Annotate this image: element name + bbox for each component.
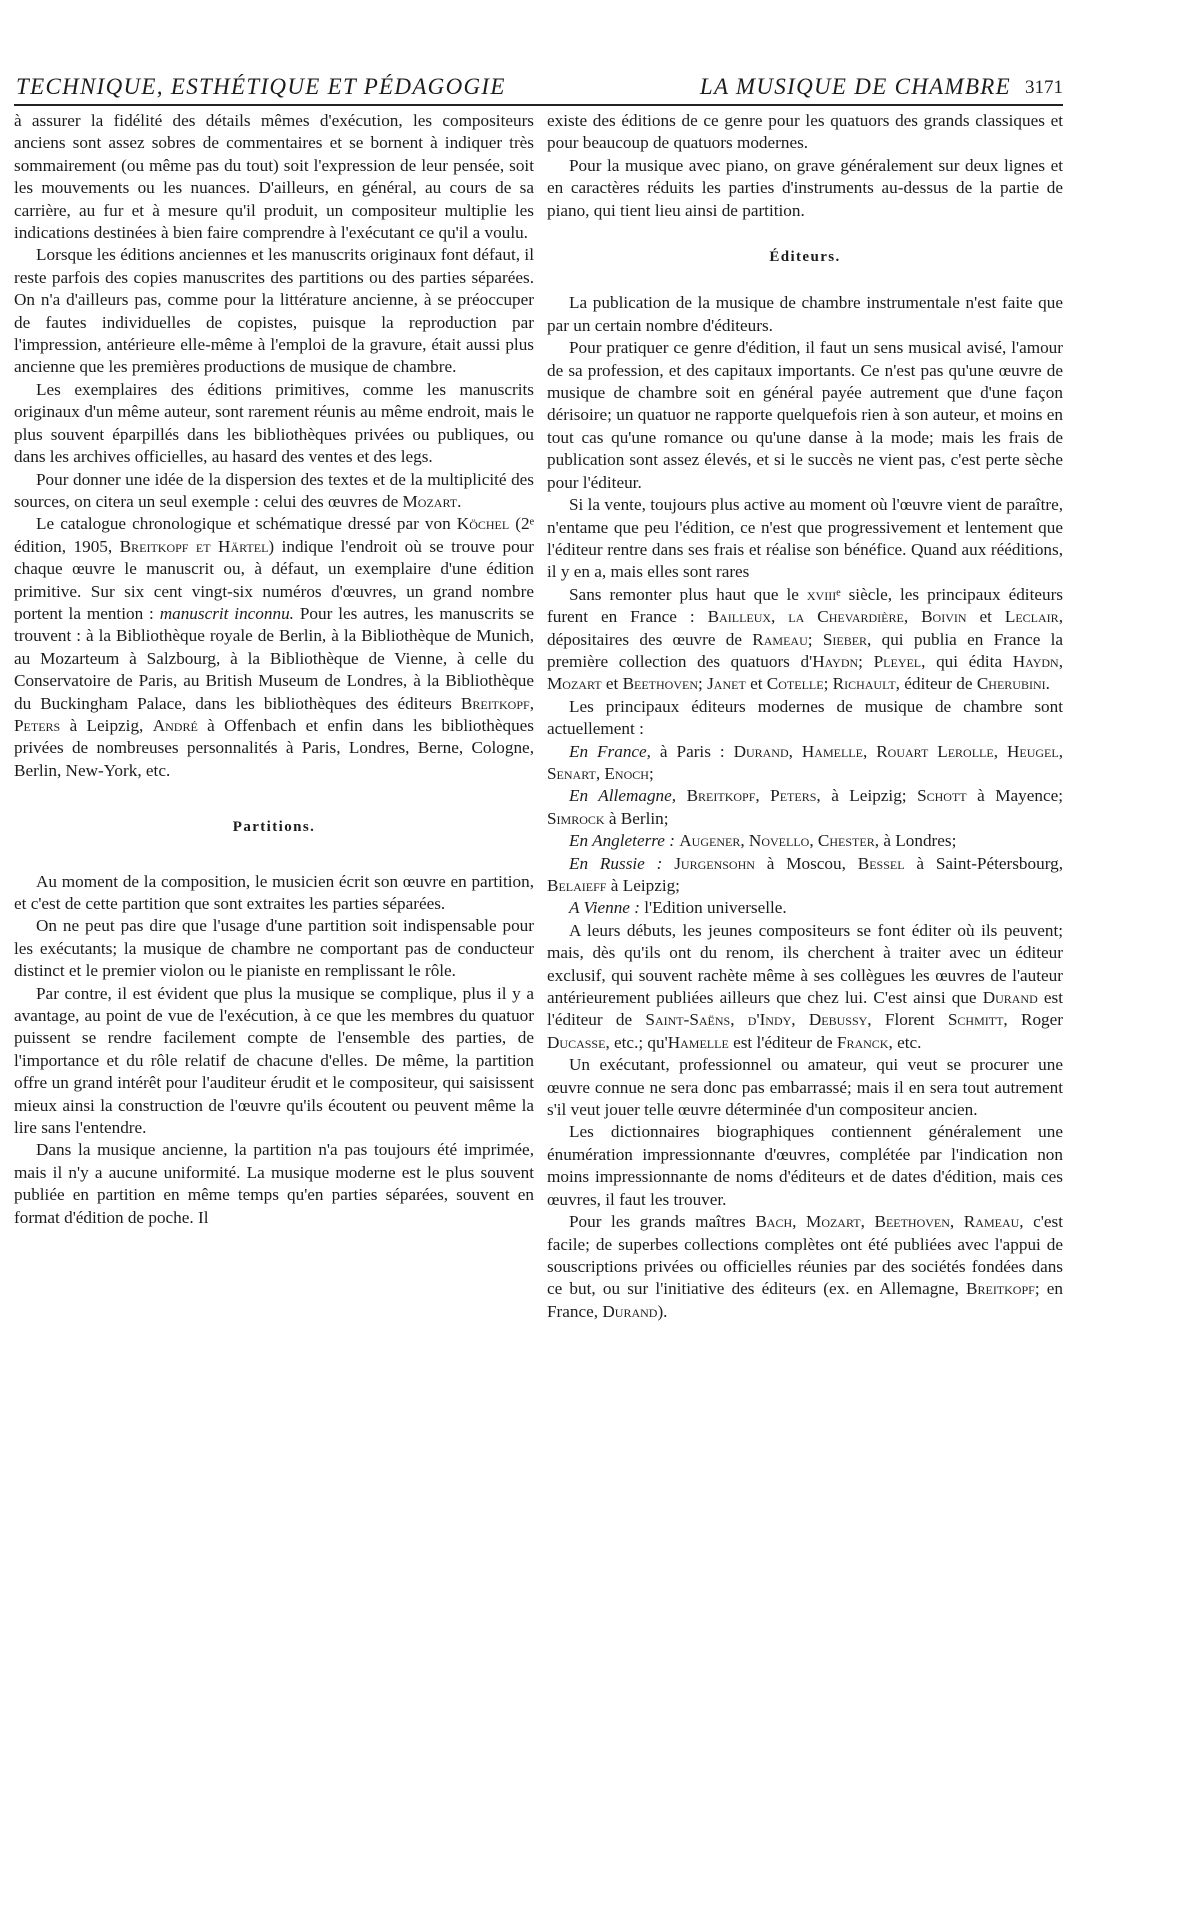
left-column <box>14 110 534 1900</box>
paragraph: Les principaux éditeurs modernes de musique de chambre sont actuellement : <box>547 696 1063 739</box>
paragraph: Par contre, il est évident que plus la musique se complique, plus il y a avantage, au point de vue de l'exécution, à ce que les membres du quatuor puissent se rendre facilement compte de l'ensemble des parties, de l'importance et du rôle relatif de chacune d'elles. De même, la partition offre un grand intérêt pour l'auditeur érudit et le compositeur, qui saisissent mieux ainsi la construction de l'œuvre qu'ils écoutent ou peuvent même la lire sans l'entendre. <box>14 983 534 1138</box>
paragraph: Pour pratiquer ce genre d'édition, il faut un sens musical avisé, l'amour de sa profession, et des capitaux importants. Ce n'est pas qu'une œuvre de musique de chambre soit en général payée autrement que d'une façon dérisoire; un quatuor ne rapporte quelquefois rien à son auteur, et moins en tout cas qu'une romance ou qu'une danse à la mode; mais les frais de publication sont assez élevés, et si le succès ne vient pas, c'est perte sèche pour l'éditeur. <box>547 338 1063 492</box>
paragraph: Le catalogue chronologique et schématique dressé par von Köchel (2ᵉ édition, 1905, Breitkopf et Härtel) indique l'endroit où se trouve pour chaque œuvre le manuscrit ou, à défaut, un exemplaire d'une édition primitive. Sur six cent vingt-six numéros d'œuvres, un grand nombre portent la mention : manuscrit inconnu. Pour les autres, les manuscrits se trouvent : à la Bibliothèque royale de Berlin, à la Bibliothèque de Munich, au Mozarteum à Salzbourg, à la Bibliothèque de Vienne, à celle du Conservatoire de Paris, au British Museum de Londres, à la Bibliothèque du Buckingham Palace, dans les bibliothèques des éditeurs Breitkopf, Peters à Leipzig, André à Offenbach et enfin dans les bibliothèques privées de nombreuses personnalités à Paris, Londres, Berne, Cologne, Berlin, New-York, etc. <box>14 514 534 780</box>
paragraph: Pour donner une idée de la dispersion des textes et de la multiplicité des sources, on citera un seul exemple : celui des œuvres de Mozart. <box>14 469 534 511</box>
paragraph: Un exécutant, professionnel ou amateur, qui veut se procurer une œuvre connue ne sera donc pas embarrassé; mais il en sera tout autrement s'il veut jouer telle œuvre déterminée d'un compositeur ancien. <box>547 1055 1063 1120</box>
paragraph: à assurer la fidélité des détails mêmes d'exécution, les compositeurs anciens sont assez sobres de commentaires et se bornent à indiquer très sommairement (ou même pas du tout) soit l'expression de leur pensée, soit les mouvements ou les nuances. D'ailleurs, en général, au cours de sa carrière, au fur et à mesure qu'il produit, un compositeur multiplie les indications destinées à bien faire comprendre à l'exécutant ce qu'il a voulu. <box>14 111 534 243</box>
text-columns <box>14 110 1063 1900</box>
header-right-title: LA MUSIQUE DE CHAMBRE <box>699 74 1011 99</box>
paragraph: Lorsque les éditions anciennes et les manuscrits originaux font défaut, il reste parfois des copies manuscrites des partitions ou des parties séparées. On n'a d'ailleurs pas, comme pour la littérature ancienne, à se préoccuper de fautes individuelles de copistes, puisque la reproduction par l'impression, antérieure elle-même à l'emploi de la gravure, était aussi plus ancienne que les premières productions de musique de chambre. <box>14 245 534 377</box>
header-left-title: TECHNIQUE, ESTHÉTIQUE ET PÉDAGOGIE <box>16 74 506 99</box>
publisher-list-england: En Angleterre : Augener, Novello, Chester, à Londres; <box>569 831 957 851</box>
paragraph: existe des éditions de ce genre pour les quatuors des grands classiques et pour beaucoup de quatuors modernes. <box>547 111 1063 153</box>
paragraph: Les dictionnaires biographiques contiennent généralement une énumération impressionnante d'œuvres, complétée par l'indication non moins impressionnante de noms d'éditeurs et de dates d'édition, mais ces œuvres, il faut les trouver. <box>547 1122 1063 1209</box>
publisher-list-russia: En Russie : Jurgensohn à Moscou, Bessel à Saint-Pétersbourg, Belaieff à Leipzig; <box>547 853 1063 895</box>
paragraph: Sans remonter plus haut que le xviiiᵉ siècle, les principaux éditeurs furent en France : Bailleux, la Chevardière, Boivin et Leclair, dépositaires des œuvre de Rameau; Sieber, qui publia en France la première collection des quatuors d'Haydn; Pleyel, qui édita Haydn, Mozart et Beethoven; Janet et Cotelle; Richault, éditeur de Cherubini. <box>547 584 1063 694</box>
paragraph: Si la vente, toujours plus active au moment où l'œuvre vient de paraître, n'entame que peu l'édition, ce n'est que progressivement et lentement que l'éditeur rentre dans ses frais et réalise son bénéfice. Quand aux rééditions, il y en a, mais elles sont rares <box>547 495 1063 582</box>
paragraph: Au moment de la composition, le musicien écrit son œuvre en partition, et c'est de cette partition que sont extraites les parties séparées. <box>14 871 534 913</box>
page-number: 3171 <box>1025 77 1063 98</box>
publisher-list-vienna: A Vienne : l'Edition universelle. <box>569 898 787 918</box>
publisher-list-germany: En Allemagne, Breitkopf, Peters, à Leipzig; Schott à Mayence; Simrock à Berlin; <box>547 786 1063 828</box>
section-heading-partitions: Partitions. <box>232 819 316 836</box>
paragraph: Pour les grands maîtres Bach, Mozart, Beethoven, Rameau, c'est facile; de superbes collections complètes ont été publiées avec l'appui de souscriptions privées ou officielles réunies par des sociétés fondées dans ce but, ou sur l'initiative des éditeurs (ex. en Allemagne, Breitkopf; en France, Durand). <box>547 1212 1063 1321</box>
section-heading-editeurs: Éditeurs. <box>769 249 841 266</box>
paragraph: Pour la musique avec piano, on grave généralement sur deux lignes et en caractères réduits les parties d'instruments au-dessus de la partie de piano, qui tient lieu ainsi de partition. <box>547 155 1063 220</box>
paragraph: A leurs débuts, les jeunes compositeurs se font éditer où ils peuvent; mais, dès qu'ils ont du renom, ils cherchent à traiter avec un éditeur exclusif, qui souvent rachète même à ses collègues les œuvres de l'auteur antérieurement publiées ailleurs que chez lui. C'est ainsi que Durand est l'éditeur de Saint-Saëns, d'Indy, Debussy, Florent Schmitt, Roger Ducasse, etc.; qu'Hamelle est l'éditeur de Franck, etc. <box>547 920 1063 1052</box>
paragraph: Dans la musique ancienne, la partition n'a pas toujours été imprimée, mais il n'y a aucune uniformité. La musique moderne est le plus souvent publiée en partition en même temps qu'en parties séparées, souvent en format d'édition de poche. Il <box>14 1140 534 1227</box>
right-column <box>547 110 1063 1900</box>
running-header <box>14 70 1063 106</box>
paragraph: On ne peut pas dire que l'usage d'une partition soit indispensable pour les exécutants; la musique de chambre ne comportant pas de conducteur distinct et le premier violon ou le pianiste en remplissant le rôle. <box>14 916 534 981</box>
publisher-list-france: En France, à Paris : Durand, Hamelle, Rouart Lerolle, Heugel, Senart, Enoch; <box>547 741 1063 783</box>
paragraph: La publication de la musique de chambre instrumentale n'est faite que par un certain nombre d'éditeurs. <box>547 293 1063 335</box>
paragraph: Les exemplaires des éditions primitives, comme les manuscrits originaux d'un même auteur, sont rarement réunis au même endroit, mais le plus souvent éparpillés dans les bibliothèques privées ou publiques, ou dans les archives officielles, au hasard des ventes et des legs. <box>14 379 534 467</box>
